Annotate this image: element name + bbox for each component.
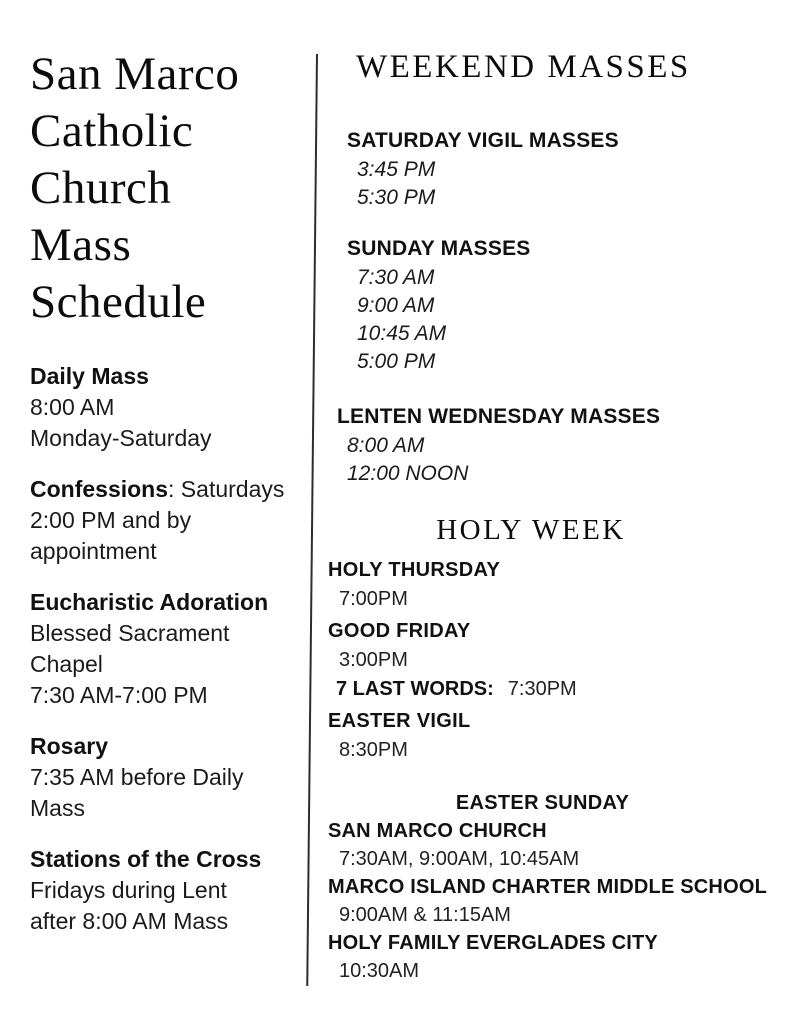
section-line: 7:30 AM-7:00 PM	[30, 682, 208, 708]
mass-time: 10:45 AM	[357, 322, 447, 345]
lenten-wednesday-block	[337, 402, 790, 488]
easter-times: 7:30AM, 9:00AM, 10:45AM	[339, 848, 580, 870]
block-heading: SATURDAY VIGIL MASSES	[347, 129, 619, 152]
mass-time: 5:00 PM	[357, 350, 436, 373]
section-line: Chapel	[30, 651, 103, 677]
section-heading	[30, 361, 308, 392]
holy-week-day: EASTER VIGIL	[328, 710, 471, 732]
column-divider-line	[306, 54, 318, 986]
weekend-masses-heading: WEEKEND MASSES	[356, 49, 691, 85]
holy-week-time: 7:00PM	[339, 588, 408, 610]
section-line: Mass	[30, 795, 85, 821]
mass-time: 3:45 PM	[357, 158, 436, 181]
section-line: Blessed Sacrament	[30, 620, 230, 646]
mass-time: 5:30 PM	[357, 186, 436, 209]
block-heading: LENTEN WEDNESDAY MASSES	[337, 405, 661, 428]
mass-time: 8:00 AM	[347, 434, 425, 457]
title-line-3: Church	[30, 162, 172, 214]
section-heading	[30, 474, 308, 505]
section-line: Fridays during Lent	[30, 877, 227, 903]
saturday-vigil-block	[347, 126, 790, 212]
easter-location: HOLY FAMILY EVERGLADES CITY	[328, 932, 658, 954]
right-column	[330, 46, 790, 985]
holy-week-schedule	[328, 556, 790, 765]
holy-week-time: 3:00PM	[339, 649, 408, 671]
section-heading	[30, 587, 308, 618]
easter-sunday-heading: EASTER SUNDAY	[455, 792, 630, 814]
title-line-4: Mass	[30, 219, 132, 271]
section-confessions	[30, 474, 308, 567]
section-line: Monday-Saturday	[30, 425, 212, 451]
left-column	[30, 46, 308, 957]
sunday-masses-block	[347, 234, 790, 376]
holy-week-day: HOLY THURSDAY	[328, 559, 501, 581]
section-line: appointment	[30, 538, 157, 564]
section-heading-text: Eucharistic Adoration	[30, 589, 269, 615]
section-line: after 8:00 AM Mass	[30, 908, 229, 934]
section-heading-text: Stations of the Cross	[30, 846, 262, 872]
mass-time: 9:00 AM	[357, 294, 435, 317]
easter-sunday-schedule	[328, 817, 790, 985]
section-heading-text: Daily Mass	[30, 363, 149, 389]
section-rosary	[30, 731, 308, 824]
title-line-2: Catholic	[30, 105, 194, 157]
section-stations-of-the-cross	[30, 844, 308, 937]
easter-times: 9:00AM & 11:15AM	[339, 904, 511, 926]
easter-location: SAN MARCO CHURCH	[328, 820, 547, 842]
mass-time: 7:30 AM	[357, 266, 435, 289]
section-line: 8:00 AM	[30, 394, 115, 420]
page-title	[30, 46, 308, 331]
section-heading	[30, 844, 308, 875]
holy-week-day: GOOD FRIDAY	[328, 620, 471, 642]
easter-times: 10:30AM	[339, 960, 420, 982]
seven-last-words-row	[328, 675, 790, 704]
section-heading-rest: : Saturdays	[168, 476, 285, 502]
seven-last-words-time: 7:30PM	[507, 678, 577, 700]
section-line: 2:00 PM and by	[30, 507, 192, 533]
easter-location: MARCO ISLAND CHARTER MIDDLE SCHOOL	[328, 876, 768, 898]
block-heading: SUNDAY MASSES	[347, 237, 531, 260]
section-line: 7:35 AM before Daily	[30, 764, 244, 790]
holy-week-time: 8:30PM	[339, 739, 408, 761]
section-daily-mass	[30, 361, 308, 454]
section-eucharistic-adoration	[30, 587, 308, 711]
section-heading-text: Confessions	[30, 476, 169, 502]
seven-last-words-label: 7 LAST WORDS:	[336, 678, 494, 700]
holy-week-heading: HOLY WEEK	[436, 514, 626, 546]
title-line-1: San Marco	[30, 48, 240, 100]
section-heading	[30, 731, 308, 762]
mass-time: 12:00 NOON	[347, 462, 469, 485]
section-heading-text: Rosary	[30, 733, 108, 759]
title-line-5: Schedule	[30, 276, 207, 328]
